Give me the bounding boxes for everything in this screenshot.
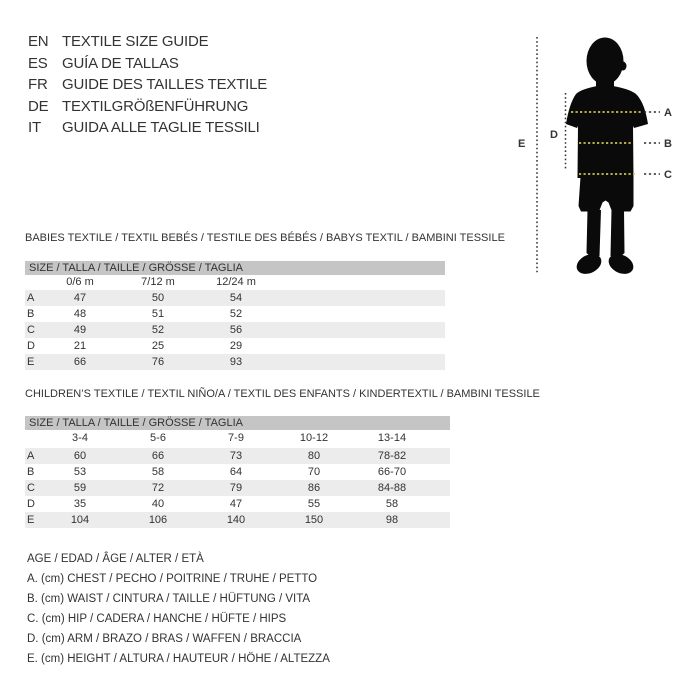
language-code: DE — [28, 97, 49, 115]
cell: 98 — [385, 514, 399, 526]
language-title: GUIDA ALLE TAGLIE TESSILI — [62, 119, 260, 136]
table-row — [25, 480, 450, 496]
table-row — [25, 496, 450, 512]
babies-size-header-label: SIZE / TALLA / TAILLE / GRÖSSE / TAGLIA — [29, 262, 243, 274]
figure-label-A: A — [664, 107, 672, 119]
cell: 150 — [304, 514, 324, 526]
language-code: FR — [28, 76, 48, 93]
language-title: TEXTILE SIZE GUIDE — [62, 33, 209, 50]
cell: 66 — [151, 450, 165, 462]
row-label: B — [27, 308, 35, 320]
cell: 73 — [229, 450, 243, 462]
cell: 80 — [307, 450, 321, 462]
cell: 54 — [229, 292, 243, 304]
cell: 140 — [226, 514, 246, 526]
figure-label-D: D — [550, 129, 558, 141]
column-header: 7-9 — [228, 432, 244, 444]
table-row — [25, 354, 445, 370]
cell: 56 — [229, 324, 243, 336]
figure-label-E: E — [518, 138, 526, 150]
cell: 58 — [151, 466, 165, 478]
column-header: 7/12 m — [141, 276, 175, 288]
row-label: C — [27, 482, 35, 494]
legend-height-line: E. (cm) HEIGHT / ALTURA / HAUTEUR / HÖHE / ALTEZZA — [27, 653, 330, 665]
cell: 55 — [307, 498, 321, 510]
cell: 76 — [151, 356, 165, 368]
cell: 52 — [151, 324, 165, 336]
cell: 59 — [73, 482, 87, 494]
babies-table-title: BABIES TEXTILE / TEXTIL BEBÉS / TESTILE DES BÉBÉS / BABYS TEXTIL / BAMBINI TESSILE — [25, 232, 505, 244]
children-table-title: CHILDREN’S TEXTILE / TEXTIL NIÑO/A / TEXTIL DES ENFANTS / KINDERTEXTIL / BAMBINI TESSILE — [25, 388, 540, 400]
language-code: EN — [28, 33, 49, 50]
column-header: 5-6 — [150, 432, 166, 444]
cell: 47 — [229, 498, 243, 510]
cell: 93 — [229, 356, 243, 368]
cell: 47 — [73, 292, 87, 304]
cell: 53 — [73, 466, 87, 478]
table-row — [25, 512, 450, 528]
cell: 79 — [229, 482, 243, 494]
child-silhouette-diagram — [505, 25, 700, 285]
column-header: 3-4 — [72, 432, 88, 444]
table-row — [25, 322, 445, 338]
cell: 49 — [73, 324, 87, 336]
language-row-fr — [28, 74, 267, 96]
legend-chest-line: A. (cm) CHEST / PECHO / POITRINE / TRUHE / PETTO — [27, 573, 318, 585]
cell: 66 — [73, 356, 87, 368]
babies-size-header-bar — [25, 261, 445, 275]
measurement-figure — [505, 25, 700, 285]
language-code: ES — [28, 54, 48, 72]
table-row — [25, 448, 450, 464]
cell: 60 — [73, 450, 87, 462]
row-label: E — [27, 514, 35, 526]
cell: 58 — [385, 498, 399, 510]
children-size-header-label: SIZE / TALLA / TAILLE / GRÖSSE / TAGLIA — [29, 417, 243, 429]
children-size-table — [25, 388, 540, 528]
cell: 25 — [151, 340, 165, 352]
language-title: GUÍA DE TALLAS — [62, 54, 179, 72]
language-code: IT — [28, 119, 41, 136]
measurement-legend — [27, 549, 330, 669]
legend-age-line: AGE / EDAD / ÂGE / ALTER / ETÀ — [27, 553, 204, 565]
row-label: C — [27, 324, 35, 336]
cell: 21 — [73, 340, 87, 352]
column-header: 0/6 m — [66, 276, 94, 288]
babies-table-rows — [25, 290, 445, 370]
cell: 72 — [151, 482, 165, 494]
row-label: A — [27, 450, 35, 462]
cell: 64 — [229, 466, 243, 478]
cell: 86 — [307, 482, 321, 494]
row-label: E — [27, 356, 35, 368]
cell: 104 — [70, 514, 90, 526]
figure-label-C: C — [664, 169, 672, 181]
cell: 66-70 — [377, 466, 407, 478]
language-row-de — [28, 96, 267, 118]
row-label: D — [27, 498, 35, 510]
cell: 40 — [151, 498, 165, 510]
cell: 50 — [151, 292, 165, 304]
legend-arm-line: D. (cm) ARM / BRAZO / BRAS / WAFFEN / BRACCIA — [27, 633, 302, 645]
language-row-en — [28, 31, 267, 53]
language-row-es — [28, 53, 267, 75]
child-silhouette — [566, 38, 648, 278]
language-title: TEXTILGRÖßENFÜHRUNG — [62, 97, 249, 115]
row-label: D — [27, 340, 35, 352]
cell: 106 — [148, 514, 168, 526]
legend-hip-line: C. (cm) HIP / CADERA / HANCHE / HÜFTE / HIPS — [27, 613, 287, 625]
table-row — [25, 306, 445, 322]
cell: 48 — [73, 308, 87, 320]
figure-label-B: B — [664, 138, 672, 150]
column-header: 13-14 — [377, 432, 407, 444]
column-header: 12/24 m — [216, 276, 256, 288]
cell: 35 — [73, 498, 87, 510]
children-column-headers — [25, 430, 450, 446]
legend-waist-line: B. (cm) WAIST / CINTURA / TAILLE / HÜFTUNG / VITA — [27, 593, 311, 605]
language-title: GUIDE DES TAILLES TEXTILE — [62, 76, 268, 93]
language-row-it — [28, 117, 267, 139]
babies-size-table — [25, 232, 505, 370]
cell: 51 — [151, 308, 165, 320]
cell: 29 — [229, 340, 243, 352]
cell: 84-88 — [377, 482, 407, 494]
cell: 78-82 — [377, 450, 407, 462]
table-row — [25, 464, 450, 480]
babies-column-headers — [25, 275, 445, 290]
children-table-rows — [25, 448, 450, 528]
cell: 52 — [229, 308, 243, 320]
table-row — [25, 290, 445, 306]
column-header: 10-12 — [299, 432, 329, 444]
table-row — [25, 338, 445, 354]
cell: 70 — [307, 466, 321, 478]
row-label: A — [27, 292, 35, 304]
children-size-header-bar — [25, 416, 450, 430]
language-title-list — [28, 31, 267, 139]
row-label: B — [27, 466, 35, 478]
